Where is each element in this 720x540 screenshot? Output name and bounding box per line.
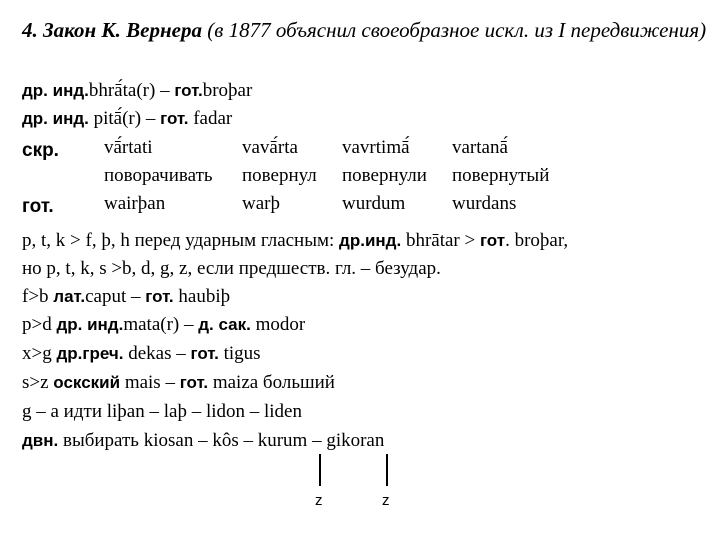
example-word: broþar (202, 80, 253, 101)
lang-label: оскский (53, 373, 121, 392)
rule-text: tigus (218, 343, 261, 364)
slide-title (22, 18, 706, 43)
table-cell: vavā́rta (242, 137, 298, 158)
example-line-1 (22, 80, 252, 102)
rule-text: но p, t, k, s >b, d, g, z, если предшеств. гл. – безудар. (22, 258, 441, 279)
rule-text: p>d (22, 314, 57, 335)
rule-text: x>g (22, 343, 57, 364)
rule-text: bhrātar > (401, 230, 480, 251)
table-cell: vā́rtati (104, 137, 153, 158)
mark-label-z1: z (315, 492, 323, 509)
table-cell: повернули (342, 165, 427, 186)
rule-text: mata(r) – (123, 314, 199, 335)
mark-label-z2: z (382, 492, 390, 509)
rule-line-3 (22, 286, 230, 308)
rule-text: dekas – (123, 343, 191, 364)
table-cell: vavrtimā́ (342, 137, 410, 158)
lang-label: др. инд. (22, 81, 89, 100)
rule-text: выбирать kiosan – kôs – kurum – gikoran (58, 430, 385, 451)
title-subtitle: (в 1877 объяснил своеобразное искл. из I передвижения) (202, 18, 707, 42)
table-cell: повернул (242, 165, 317, 186)
lang-label: гот. (179, 373, 209, 392)
rule-line-1 (22, 230, 568, 252)
example-word: pitā́(r) – (88, 108, 161, 129)
rule-text: maiza больший (208, 372, 335, 393)
lang-label: гот. (160, 109, 189, 128)
table-cell: wurdans (452, 193, 517, 214)
rule-line-4 (22, 314, 305, 336)
lang-label: др. инд. (56, 315, 124, 334)
rule-text: haubiþ (173, 286, 231, 307)
lang-label: гот. (145, 287, 174, 306)
rule-text: f>b (22, 286, 54, 307)
rule-text: s>z (22, 372, 54, 393)
mark-line-2 (386, 454, 388, 486)
rule-line-5 (22, 343, 261, 365)
lang-label: др.инд. (339, 231, 402, 250)
rule-line-2 (22, 258, 441, 280)
lang-label: д. сак. (198, 315, 251, 334)
rule-text: mais – (120, 372, 180, 393)
example-word: fadar (188, 108, 233, 129)
lang-label: двн. (22, 431, 59, 450)
example-line-2 (22, 108, 232, 130)
lang-label: др.греч. (56, 344, 124, 363)
table-row-label: скр. (22, 140, 59, 161)
lang-label: гот (479, 231, 506, 250)
rule-text: . broþar, (505, 230, 569, 251)
rule-text: g – a идти liþan – laþ – lidon – liden (22, 401, 302, 422)
rule-line-8 (22, 430, 384, 452)
mark-line-1 (319, 454, 321, 486)
table-cell: wurdum (342, 193, 406, 214)
lang-label: др. инд. (22, 109, 89, 128)
table-cell: vartanā́ (452, 137, 508, 158)
table-row-label: гот. (22, 196, 54, 217)
example-word: bhrā́ta(r) – (88, 80, 175, 101)
table-cell: повернутый (452, 165, 550, 186)
table-cell: warþ (242, 193, 280, 214)
table-cell: поворачивать (104, 165, 213, 186)
rule-text: caput – (85, 286, 146, 307)
title-main: 4. Закон К. Вернера (22, 18, 202, 42)
table-cell: wairþan (104, 193, 166, 214)
rule-line-7 (22, 401, 302, 423)
rule-text: modor (250, 314, 306, 335)
rule-text: p, t, k > f, þ, h перед ударным гласным: (22, 230, 340, 251)
lang-label: гот. (174, 81, 203, 100)
rule-line-6 (22, 372, 335, 394)
lang-label: гот. (190, 344, 219, 363)
lang-label: лат. (53, 287, 86, 306)
